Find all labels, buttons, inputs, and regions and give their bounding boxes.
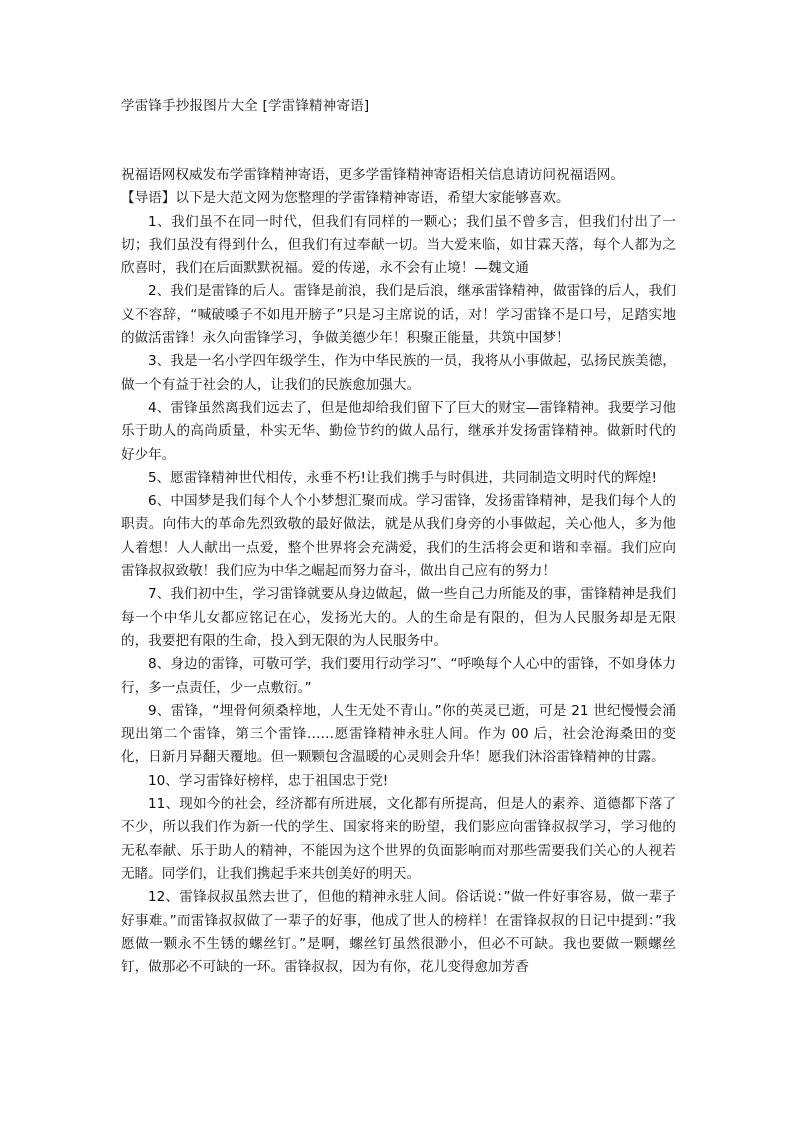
intro-paragraph: 祝福语网权威发布学雷锋精神寄语，更多学雷锋精神寄语相关信息请访问祝福语网。 <box>121 167 624 183</box>
document-body <box>121 164 676 979</box>
message-item-12: 12、雷锋叔叔虽然去世了，但他的精神永驻人间。俗话说：”做一件好事容易，做一辈子好事难。”而雷锋叔叔做了一辈子的好事，他成了世人的榜样！在雷锋叔叔的日记中提到：”我愿做一颗永不生锈的螺丝钉。”是啊，螺丝钉虽然很渺小，但必不可缺。我也要做一颗螺丝钉，做那必不可缺的一环。雷锋叔叔，因为有你，花儿变得愈加芳香 <box>121 889 676 976</box>
message-item-2: 2、我们是雷锋的后人。雷锋是前浪，我们是后浪，继承雷锋精神，做雷锋的后人，我们义不容辞，“喊破嗓子不如甩开膀子”只是习主席说的话，对！学习雷锋不是口号，足踏实地的做活雷锋！永久向雷锋学习，争做美德少年！积聚正能量，共筑中国梦！ <box>121 283 676 347</box>
message-item-6: 6、中国梦是我们每个人个小梦想汇聚而成。学习雷锋，发扬雷锋精神，是我们每个人的职责。向伟大的革命先烈致敬的最好做法，就是从我们身旁的小事做起，关心他人，多为他人着想！人人献出一点爱，整个世界将会充满爱，我们的生活将会更和谐和幸福。我们应向雷锋叔叔致敬！我们应为中华之崛起而努力奋斗，做出自己应有的努力！ <box>121 493 676 580</box>
message-item-11: 11、现如今的社会，经济都有所进展，文化都有所提高，但是人的素养、道德都下落了不少，所以我们作为新一代的学生、国家将来的盼望，我们影应向雷锋叔叔学习，学习他的无私奉献、乐于助人的精神，不能因为这个世界的负面影响而对那些需要我们关心的人视若无睹。同学们，让我们携起手来共创美好的明天。 <box>121 796 676 882</box>
message-item-5: 5、愿雷锋精神世代相传，永垂不朽!让我们携手与时俱进，共同制造文明时代的辉煌! <box>148 469 657 486</box>
message-item-9: 9、雷锋，“埋骨何须桑梓地，人生无处不青山。”你的英灵已逝，可是 21 世纪慢慢会涌现出第二个雷锋，第三个雷锋……愿雷锋精神永驻人间。作为 00 后，社会沧海桑田的变化，日新月异翻天覆地。但一颗颗包含温暖的心灵则会升华！愿我们沐浴雷锋精神的甘露。 <box>121 702 676 766</box>
message-item-7: 7、我们初中生，学习雷锋就要从身边做起，做一些自己力所能及的事，雷锋精神是我们每一个中华儿女都应铭记在心，发扬光大的。人的生命是有限的，但为人民服务却是无限的，我要把有限的生命，投入到无限的为人民服务中。 <box>121 586 676 649</box>
message-item-1: 1、我们虽不在同一时代，但我们有同样的一颗心；我们虽不曾多言，但我们付出了一切；我们虽没有得到什么，但我们有过奉献一切。当大爱来临，如甘霖天落，每个人都为之欣喜时，我们在后面默默祝福。爱的传递，永不会有止境！—魏文通 <box>121 213 676 277</box>
message-item-8: 8、身边的雷锋，可敬可学，我们要用行动学习”、“呼唤每个人心中的雷锋，不如身体力行，多一点责任，少一点敷衍。” <box>121 656 676 696</box>
message-item-3: 3、我是一名小学四年级学生，作为中华民族的一员，我将从小事做起，弘扬民族美德，做一个有益于社会的人，让我们的民族愈加强大。 <box>121 353 676 393</box>
message-item-10: 10、学习雷锋好榜样，忠于祖国忠于党! <box>148 772 389 789</box>
message-item-4: 4、雷锋虽然离我们远去了，但是他却给我们留下了巨大的财宝—雷锋精神。我要学习他乐于助人的高尚质量，朴实无华、勤俭节约的做人品行，继承并发扬雷锋精神。做新时代的好少年。 <box>121 399 676 463</box>
guide-paragraph: 【导语】以下是大范文网为您整理的学雷锋精神寄语，希望大家能够喜欢。 <box>121 190 570 207</box>
document-title: 学雷锋手抄报图片大全 [学雷锋精神寄语] <box>121 98 370 114</box>
